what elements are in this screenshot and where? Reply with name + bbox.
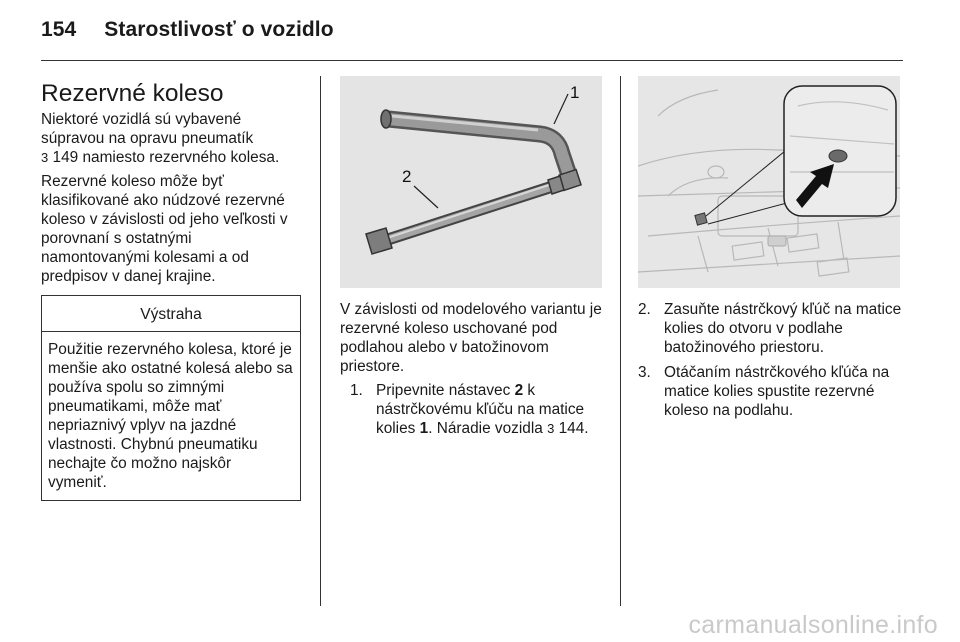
trunk-illustration [638, 76, 900, 288]
callout-2: 2 [402, 167, 412, 186]
chapter-title: Starostlivosť o vozidlo [104, 18, 334, 41]
floor-opening-icon [829, 150, 847, 162]
steps-list-continued [638, 300, 902, 420]
classification-paragraph: Rezervné koleso môže byť klasifikované ako núdzové rezervné koleso v závislosti od jeho veľkosti v porovnaní s ostatnými namontovanými kolesami a od predpisov v danej krajine. [41, 173, 288, 285]
section-title: Rezervné koleso [41, 80, 224, 107]
page-reference-icon: 3 [547, 421, 555, 436]
warning-box [41, 295, 301, 501]
page-reference-icon: 3 [41, 150, 49, 165]
page-header [41, 18, 334, 42]
list-item: 1. Pripevnite nástavec 2 k nástrčkovému kľúču na matice kolies 1. Náradie vozidla 3 144. [350, 382, 589, 437]
list-item: 3. Otáčaním nástrčkového kľúča na matice kolies spustite rezervné koleso na podlahu. [638, 364, 890, 419]
warning-body: Použitie rezervného kolesa, ktoré je menšie ako ostatné kolesá alebo sa používa spolu so zimnými pneumatikami, môže mať nepriaznivý vplyv na jazdné vlastnosti. Chybnú pneumatiku nechajte čo možno najskôr vymeniť. [48, 341, 293, 491]
steps-list-start [340, 381, 602, 438]
right-column [638, 76, 902, 426]
header-divider [41, 60, 903, 61]
page-number: 154 [41, 18, 77, 41]
left-column [41, 80, 303, 501]
list-item: 2. Zasuňte nástrčkový kľúč na matice kolies do otvoru v podlahe batožinového priestoru. [638, 301, 902, 356]
middle-column [340, 76, 602, 444]
warning-title: Výstraha [42, 296, 300, 332]
extension-bar-shape [366, 176, 564, 254]
tools-illustration [340, 76, 602, 288]
trunk-floor-drawing [638, 76, 900, 288]
column-divider-right [620, 76, 621, 606]
callout-1: 1 [570, 83, 580, 102]
intro-paragraph: Niektoré vozidlá sú vybavené súpravou na opravu pneumatík 3 149 namiesto rezervného kolesa. [41, 111, 280, 166]
column-divider-left [320, 76, 321, 606]
watermark: carmanualsonline.info [688, 611, 938, 639]
storage-paragraph: V závislosti od modelového variantu je rezervné koleso uschované pod podlahou alebo v batožinovom priestore. [340, 301, 602, 375]
wrench-and-extension-drawing [340, 76, 602, 288]
